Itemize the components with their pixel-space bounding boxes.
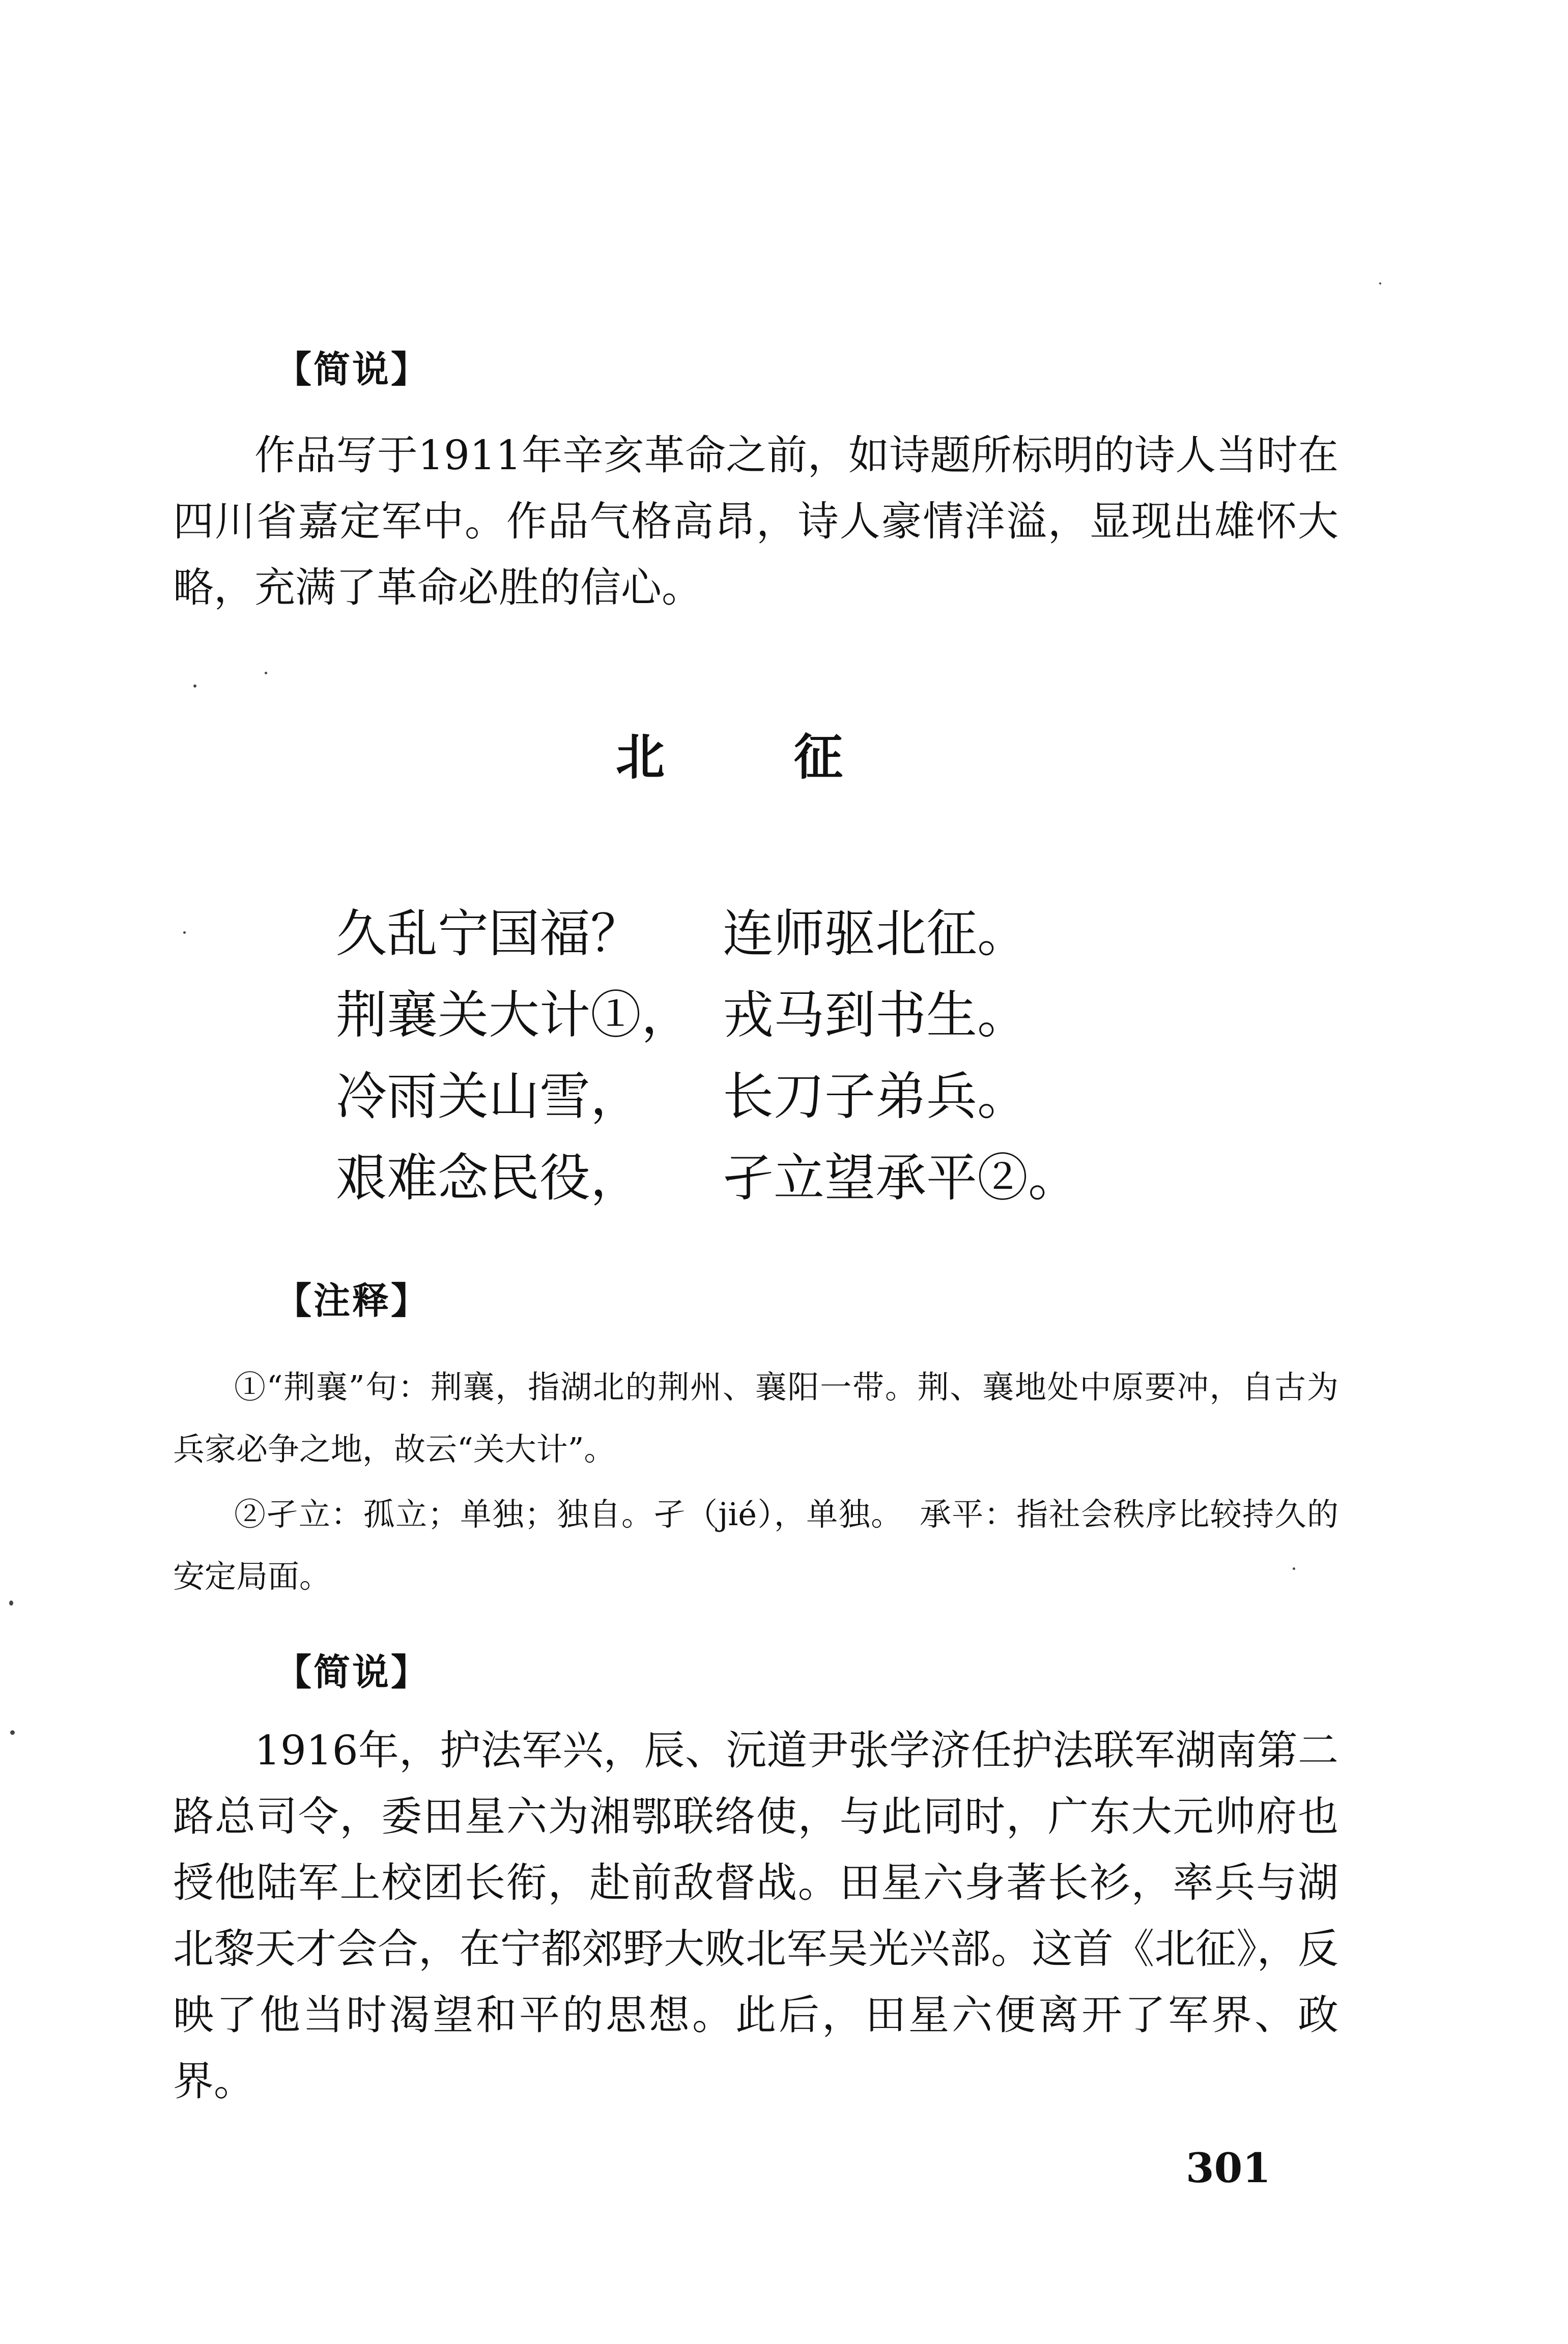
scan-speck <box>265 672 267 674</box>
poem-line-1-right: 连师驱北征。 <box>723 904 1028 963</box>
poem-line-3-right: 长刀子弟兵。 <box>723 1067 1028 1126</box>
scan-speck <box>1293 1567 1295 1570</box>
scan-speck <box>9 1600 13 1606</box>
poem-line-2 <box>336 985 1028 1045</box>
poem-line-3-left: 冷雨关山雪， <box>336 1067 641 1126</box>
scan-speck <box>193 684 196 688</box>
note-1: ①“荆襄”句：荆襄，指湖北的荆州、襄阳一带。荆、襄地处中原要冲，自古为兵家必争之地，故云“关大计”。 <box>173 1368 1338 1468</box>
poem-title <box>616 729 845 786</box>
poem-line-4-right: 孑立望承平②。 <box>723 1148 1079 1208</box>
scan-speck <box>1379 282 1381 284</box>
poem-title-char-1: 北 <box>616 729 667 786</box>
poem-line-1 <box>336 904 1028 963</box>
page-number: 301 <box>1186 2144 1271 2192</box>
note-2: ②孑立：孤立；单独；独自。孑（jié），单独。 承平：指社会秩序比较持久的安定局面。 <box>173 1496 1338 1595</box>
section1-paragraph: 作品写于1911年辛亥革命之前，如诗题所标明的诗人当时在四川省嘉定军中。作品气格高昂，诗人豪情洋溢，显现出雄怀大略，充满了革命必胜的信心。 <box>173 432 1338 611</box>
poem-line-4-left: 艰难念民役， <box>336 1148 641 1208</box>
poem-line-4 <box>336 1148 1079 1208</box>
poem-line-3 <box>336 1067 1028 1126</box>
poem-line-2-left: 荆襄关大计①， <box>336 985 692 1045</box>
section1-heading: 【简说】 <box>275 348 430 391</box>
poem-line-1-left: 久乱宁国福？ <box>336 904 641 963</box>
poem-line-2-right: 戎马到书生。 <box>723 985 1028 1045</box>
section2-paragraph: 1916年，护法军兴，辰、沅道尹张学济任护法联军湖南第二路总司令，委田星六为湘鄂联络使，与此同时，广东大元帅府也授他陆军上校团长衔，赴前敌督战。田星六身著长衫，率兵与湖北黎天才会合，在宁都郊野大败北军吴光兴部。这首《北征》，反映了他当时渴望和平的思想。此后，田星六便离开了军界、政界。 <box>173 1727 1338 2105</box>
scan-speck <box>10 1730 15 1735</box>
section2-heading: 【简说】 <box>275 1651 430 1694</box>
scan-speck <box>183 931 186 934</box>
notes-heading: 【注释】 <box>275 1279 430 1322</box>
poem-title-char-2: 征 <box>794 729 845 786</box>
